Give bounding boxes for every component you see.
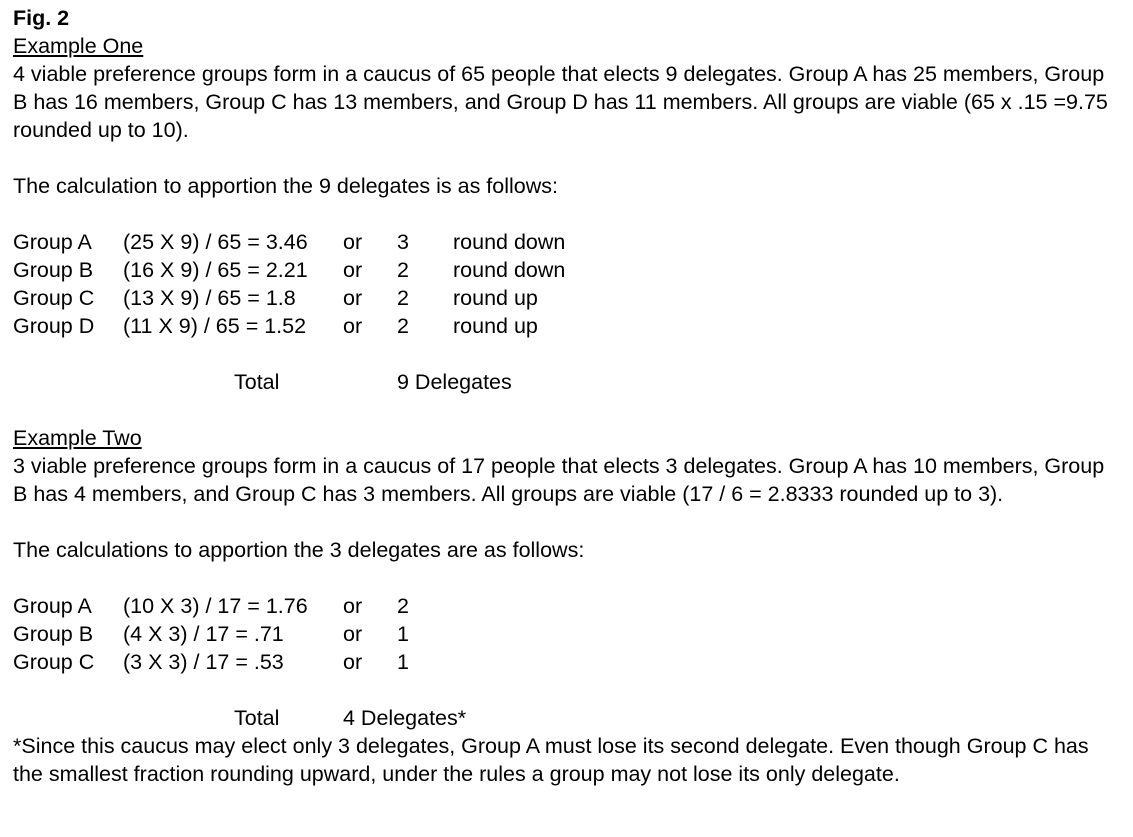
spacer <box>13 396 1123 424</box>
delegate-count: 2 <box>397 594 409 618</box>
example-one-intro: 4 viable preference groups form in a caucus of 65 people that elects 9 delegates. Group A has 25 members, Group B has 16 members, Group C has 13 members, and Group D has 11 members. All groups are viable (65 x .15 =9.75 rounded up to 10). <box>13 62 1108 142</box>
footnote: *Since this caucus may elect only 3 delegates, Group A must lose its second delegate. Even though Group C has the smallest fraction rounding upward, under the rules a group may not lose its only delegate. <box>13 734 1089 786</box>
calc-row <box>13 620 1123 648</box>
example-two-intro: 3 viable preference groups form in a caucus of 17 people that elects 3 delegates. Group A has 10 members, Group B has 4 members, and Group C has 3 members. All groups are viable (17 / 6 = 2.8333 rounded up to 3). <box>13 454 1105 506</box>
group-name: Group A <box>13 594 92 618</box>
calc-row <box>13 228 1123 256</box>
document-body <box>13 4 1123 788</box>
example-one-calc-intro: The calculation to apportion the 9 delegates is as follows: <box>13 174 558 198</box>
delegate-count: 1 <box>397 622 409 646</box>
calc-row <box>13 284 1123 312</box>
figure-label: Fig. 2 <box>13 6 70 30</box>
total-row <box>13 368 1123 396</box>
calc-row <box>13 592 1123 620</box>
calc-row <box>13 256 1123 284</box>
total-row <box>13 704 1123 732</box>
calc-expression: (3 X 3) / 17 = .53 <box>123 650 284 674</box>
rounding-note: round down <box>453 258 566 282</box>
spacer <box>13 564 1123 592</box>
total-label: Total <box>234 706 280 730</box>
calc-expression: (16 X 9) / 65 = 2.21 <box>123 258 308 282</box>
group-name: Group B <box>13 622 94 646</box>
delegate-count: 2 <box>397 286 409 310</box>
rounding-note: round down <box>453 230 566 254</box>
or-word: or <box>343 230 363 254</box>
group-name: Group A <box>13 230 92 254</box>
or-word: or <box>343 594 363 618</box>
total-value: 9 Delegates <box>397 370 512 394</box>
spacer <box>13 676 1123 704</box>
spacer <box>13 144 1123 172</box>
or-word: or <box>343 286 363 310</box>
group-name: Group C <box>13 286 95 310</box>
total-label: Total <box>234 370 280 394</box>
group-name: Group C <box>13 650 95 674</box>
group-name: Group B <box>13 258 94 282</box>
delegate-count: 3 <box>397 230 409 254</box>
calc-row <box>13 648 1123 676</box>
example-two-calc-intro: The calculations to apportion the 3 delegates are as follows: <box>13 538 585 562</box>
calc-expression: (10 X 3) / 17 = 1.76 <box>123 594 308 618</box>
or-word: or <box>343 258 363 282</box>
calc-expression: (11 X 9) / 65 = 1.52 <box>123 314 307 338</box>
calc-expression: (13 X 9) / 65 = 1.8 <box>123 286 296 310</box>
total-value: 4 Delegates* <box>343 706 467 730</box>
spacer <box>13 508 1123 536</box>
calc-expression: (25 X 9) / 65 = 3.46 <box>123 230 308 254</box>
or-word: or <box>343 650 363 674</box>
example-one-heading: Example One <box>13 34 144 58</box>
delegate-count: 1 <box>397 650 409 674</box>
or-word: or <box>343 314 363 338</box>
or-word: or <box>343 622 363 646</box>
example-two-heading: Example Two <box>13 426 142 450</box>
calc-expression: (4 X 3) / 17 = .71 <box>123 622 284 646</box>
delegate-count: 2 <box>397 258 409 282</box>
spacer <box>13 200 1123 228</box>
calc-row <box>13 312 1123 340</box>
group-name: Group D <box>13 314 95 338</box>
rounding-note: round up <box>453 286 538 310</box>
rounding-note: round up <box>453 314 538 338</box>
delegate-count: 2 <box>397 314 409 338</box>
spacer <box>13 340 1123 368</box>
